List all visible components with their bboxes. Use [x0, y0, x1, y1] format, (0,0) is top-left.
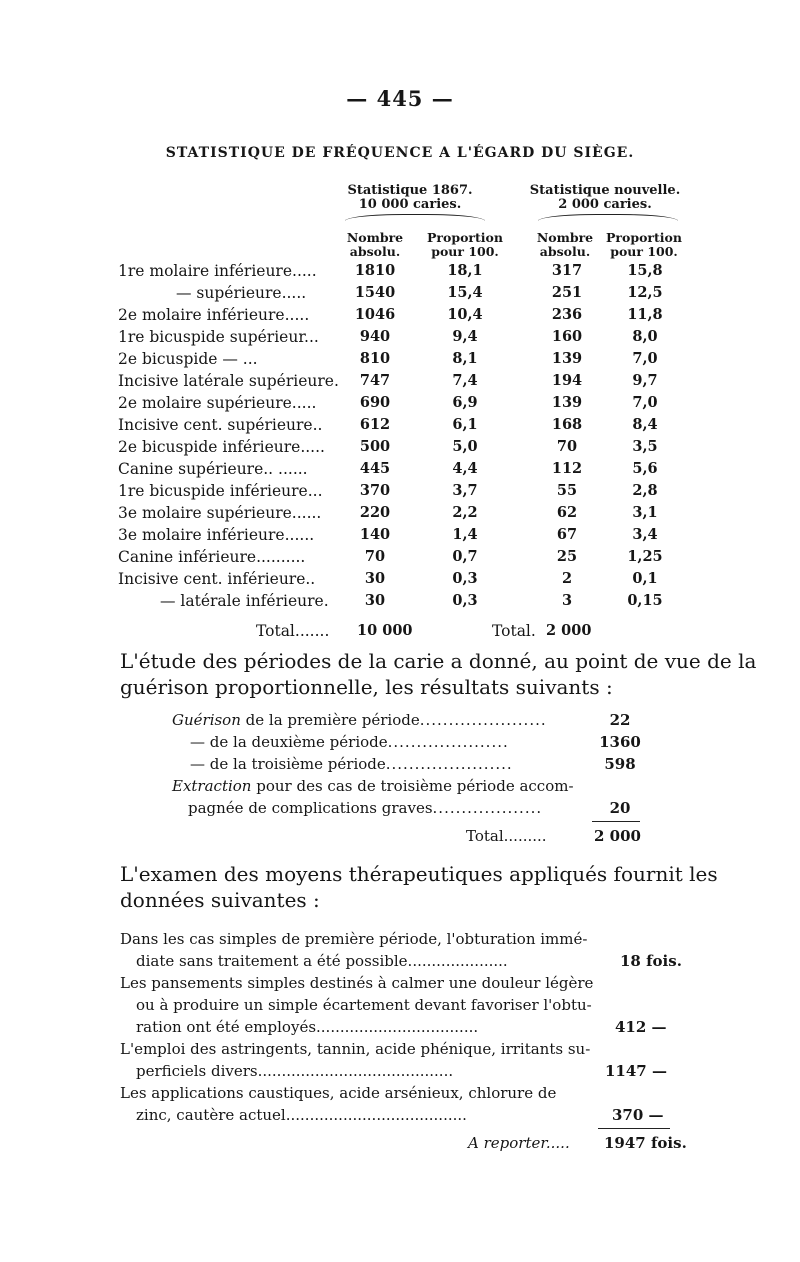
row-label: — latérale inférieure.: [160, 592, 329, 610]
cell-proportion-new: 7,0: [632, 394, 658, 411]
cell-absolu-1867: 1540: [354, 284, 396, 301]
cell-proportion-new: 7,0: [632, 350, 658, 367]
cell-absolu-1867: 220: [359, 504, 391, 521]
stat-new-subtitle: 2 000 caries.: [558, 197, 652, 212]
stat-new-title: Statistique nouvelle.: [529, 183, 681, 198]
cell-proportion-1867: 4,4: [452, 460, 478, 477]
cell-proportion-1867: 2,2: [452, 504, 478, 521]
cell-absolu-1867: 612: [359, 416, 391, 433]
cell-proportion-1867: 0,3: [452, 592, 478, 609]
cell-proportion-new: 3,1: [632, 504, 658, 521]
cell-absolu-1867: 690: [359, 394, 391, 411]
cell-absolu-new: 168: [551, 416, 583, 433]
row-label: 2e bicuspide — ...: [118, 350, 258, 368]
cell-proportion-new: 12,5: [627, 284, 663, 301]
row-label: 1re molaire inférieure.....: [118, 262, 317, 280]
table-row: [0, 592, 800, 614]
cell-absolu-new: 25: [556, 548, 578, 565]
row-label: Canine supérieure.. ......: [118, 460, 308, 478]
cell-absolu-new: 67: [556, 526, 578, 543]
table-row: [0, 482, 800, 504]
cell-absolu-1867: 30: [364, 592, 386, 609]
therapy-line: ration ont été employés..................................: [136, 1018, 479, 1036]
total-1867-value: 10 000: [357, 622, 413, 639]
cell-absolu-1867: 70: [364, 548, 386, 565]
stat1867-col-a-line1: Nombre: [346, 230, 404, 245]
therapy-line: Les pansements simples destinés à calmer une douleur légère: [120, 974, 594, 992]
report-value: 1947 fois.: [604, 1134, 687, 1152]
sum-rule: [598, 1128, 670, 1129]
guerison-total-value: 2 000: [594, 827, 641, 845]
total-1867-label: Total.......: [256, 622, 330, 640]
cell-absolu-1867: 30: [364, 570, 386, 587]
table-row: [0, 284, 800, 306]
cell-proportion-new: 1,25: [627, 548, 663, 565]
table-row: [0, 460, 800, 482]
stat1867-subtitle: 10 000 caries.: [358, 197, 462, 212]
therapy-value: 1147 —: [605, 1062, 667, 1080]
cell-absolu-1867: 747: [359, 372, 391, 389]
therapy-line: diate sans traitement a été possible.....................: [136, 952, 508, 970]
cell-proportion-1867: 10,4: [447, 306, 483, 323]
cell-absolu-new: 317: [551, 262, 583, 279]
therapy-value: 412 —: [615, 1018, 667, 1036]
row-label: — supérieure.....: [176, 284, 307, 302]
guerison-value: 1360: [599, 733, 641, 751]
cell-absolu-new: 3: [561, 592, 573, 609]
therapy-line: Les applications caustiques, acide arsénieux, chlorure de: [120, 1084, 557, 1102]
therapy-line: perficiels divers.........................................: [136, 1062, 454, 1080]
table-row: [0, 262, 800, 284]
extraction-italic: Extraction: [172, 777, 252, 795]
table-row: [0, 416, 800, 438]
table-row: [0, 570, 800, 592]
row-label: 1re bicuspide inférieure...: [118, 482, 323, 500]
cell-absolu-1867: 370: [359, 482, 391, 499]
cell-absolu-new: 139: [551, 394, 583, 411]
cell-proportion-1867: 3,7: [452, 482, 478, 499]
stat-new-col-b-line2: pour 100.: [610, 244, 678, 259]
table-row: [0, 372, 800, 394]
paragraph-2-line-2: données suivantes :: [120, 888, 320, 912]
cell-absolu-1867: 810: [359, 350, 391, 367]
guerison-value: 598: [604, 755, 636, 773]
row-label: Incisive latérale supérieure.: [118, 372, 339, 390]
cell-absolu-1867: 140: [359, 526, 391, 543]
sum-rule: [592, 821, 640, 822]
cell-proportion-new: 2,8: [632, 482, 658, 499]
page-number: — 445 —: [346, 86, 454, 111]
cell-proportion-new: 8,4: [632, 416, 658, 433]
table-row: [0, 350, 800, 372]
guerison-line: — de la deuxième période.....................: [190, 733, 509, 751]
cell-proportion-1867: 0,7: [452, 548, 478, 565]
row-label: 2e molaire inférieure.....: [118, 306, 310, 324]
guerison-value: 22: [609, 711, 631, 729]
cell-proportion-1867: 6,1: [452, 416, 478, 433]
section-title: STATISTIQUE DE FRÉQUENCE A L'ÉGARD DU SIÈGE.: [165, 145, 635, 161]
cell-absolu-new: 194: [551, 372, 583, 389]
guerison-line: Guérison de la première période......................: [172, 711, 547, 729]
extraction-line: Extraction pour des cas de troisième période accom-: [172, 777, 574, 795]
stat-new-col-a-line1: Nombre: [536, 230, 594, 245]
guerison-value: 20: [609, 799, 631, 817]
row-label: Incisive cent. supérieure..: [118, 416, 323, 434]
cell-proportion-1867: 15,4: [447, 284, 483, 301]
cell-proportion-1867: 7,4: [452, 372, 478, 389]
paragraph-1-line-1: L'étude des périodes de la carie a donné, au point de vue de la: [120, 649, 757, 673]
table-row: [0, 548, 800, 570]
total-new-label: Total.: [492, 622, 536, 640]
row-label: Canine inférieure..........: [118, 548, 306, 566]
report-label: A reporter.....: [468, 1134, 570, 1152]
cell-proportion-new: 8,0: [632, 328, 658, 345]
paragraph-1-line-2: guérison proportionnelle, les résultats suivants :: [120, 675, 613, 699]
stat1867-col-b-line1: Proportion: [427, 230, 503, 245]
table-row: [0, 526, 800, 548]
cell-absolu-new: 62: [556, 504, 578, 521]
table-row: [0, 328, 800, 350]
stat1867-brace: [345, 214, 485, 221]
table-row: [0, 438, 800, 460]
cell-absolu-new: 139: [551, 350, 583, 367]
cell-proportion-new: 3,4: [632, 526, 658, 543]
cell-absolu-new: 2: [561, 570, 573, 587]
stat-new-brace: [538, 214, 678, 221]
stat1867-col-b-line2: pour 100.: [431, 244, 499, 259]
table-row: [0, 306, 800, 328]
cell-absolu-1867: 1810: [354, 262, 396, 279]
cell-absolu-new: 160: [551, 328, 583, 345]
cell-absolu-new: 70: [556, 438, 578, 455]
cell-proportion-1867: 5,0: [452, 438, 478, 455]
cell-proportion-new: 11,8: [627, 306, 663, 323]
stat-new-col-a-line2: absolu.: [539, 244, 591, 259]
row-label: Incisive cent. inférieure..: [118, 570, 316, 588]
therapy-line: ou à produire un simple écartement devant favoriser l'obtu-: [136, 996, 592, 1014]
cell-proportion-1867: 8,1: [452, 350, 478, 367]
row-label: 2e bicuspide inférieure.....: [118, 438, 325, 456]
row-label: 3e molaire supérieure......: [118, 504, 322, 522]
cell-proportion-1867: 18,1: [447, 262, 483, 279]
cell-proportion-new: 5,6: [632, 460, 658, 477]
cell-proportion-new: 9,7: [632, 372, 658, 389]
cell-proportion-new: 0,1: [632, 570, 658, 587]
table-row: [0, 394, 800, 416]
cell-proportion-1867: 1,4: [452, 526, 478, 543]
cell-proportion-new: 0,15: [627, 592, 663, 609]
extraction-line-2: pagnée de complications graves...................: [188, 799, 543, 817]
guerison-italic: Guérison: [172, 711, 241, 729]
cell-absolu-new: 236: [551, 306, 583, 323]
cell-proportion-new: 15,8: [627, 262, 663, 279]
therapy-value: 370 —: [612, 1106, 664, 1124]
total-new-value: 2 000: [546, 622, 592, 639]
row-label: 1re bicuspide supérieur...: [118, 328, 319, 346]
cell-proportion-1867: 0,3: [452, 570, 478, 587]
stat1867-col-a-line2: absolu.: [349, 244, 401, 259]
cell-absolu-new: 251: [551, 284, 583, 301]
stat1867-title: Statistique 1867.: [347, 183, 473, 198]
therapy-value: 18 fois.: [620, 952, 682, 970]
guerison-total-label: Total.........: [466, 827, 547, 845]
cell-absolu-new: 112: [551, 460, 583, 477]
cell-proportion-new: 3,5: [632, 438, 658, 455]
cell-absolu-new: 55: [556, 482, 578, 499]
cell-proportion-1867: 9,4: [452, 328, 478, 345]
cell-absolu-1867: 1046: [354, 306, 396, 323]
therapy-line: zinc, cautère actuel......................................: [136, 1106, 467, 1124]
guerison-line: — de la troisième période......................: [190, 755, 513, 773]
cell-proportion-1867: 6,9: [452, 394, 478, 411]
paragraph-2-line-1: L'examen des moyens thérapeutiques appliqués fournit les: [120, 862, 718, 886]
therapy-line: Dans les cas simples de première période, l'obturation immé-: [120, 930, 588, 948]
table-row: [0, 504, 800, 526]
therapy-line: L'emploi des astringents, tannin, acide phénique, irritants su-: [120, 1040, 591, 1058]
row-label: 3e molaire inférieure......: [118, 526, 315, 544]
stat-new-col-b-line1: Proportion: [606, 230, 682, 245]
cell-absolu-1867: 445: [359, 460, 391, 477]
row-label: 2e molaire supérieure.....: [118, 394, 317, 412]
cell-absolu-1867: 940: [359, 328, 391, 345]
cell-absolu-1867: 500: [359, 438, 391, 455]
